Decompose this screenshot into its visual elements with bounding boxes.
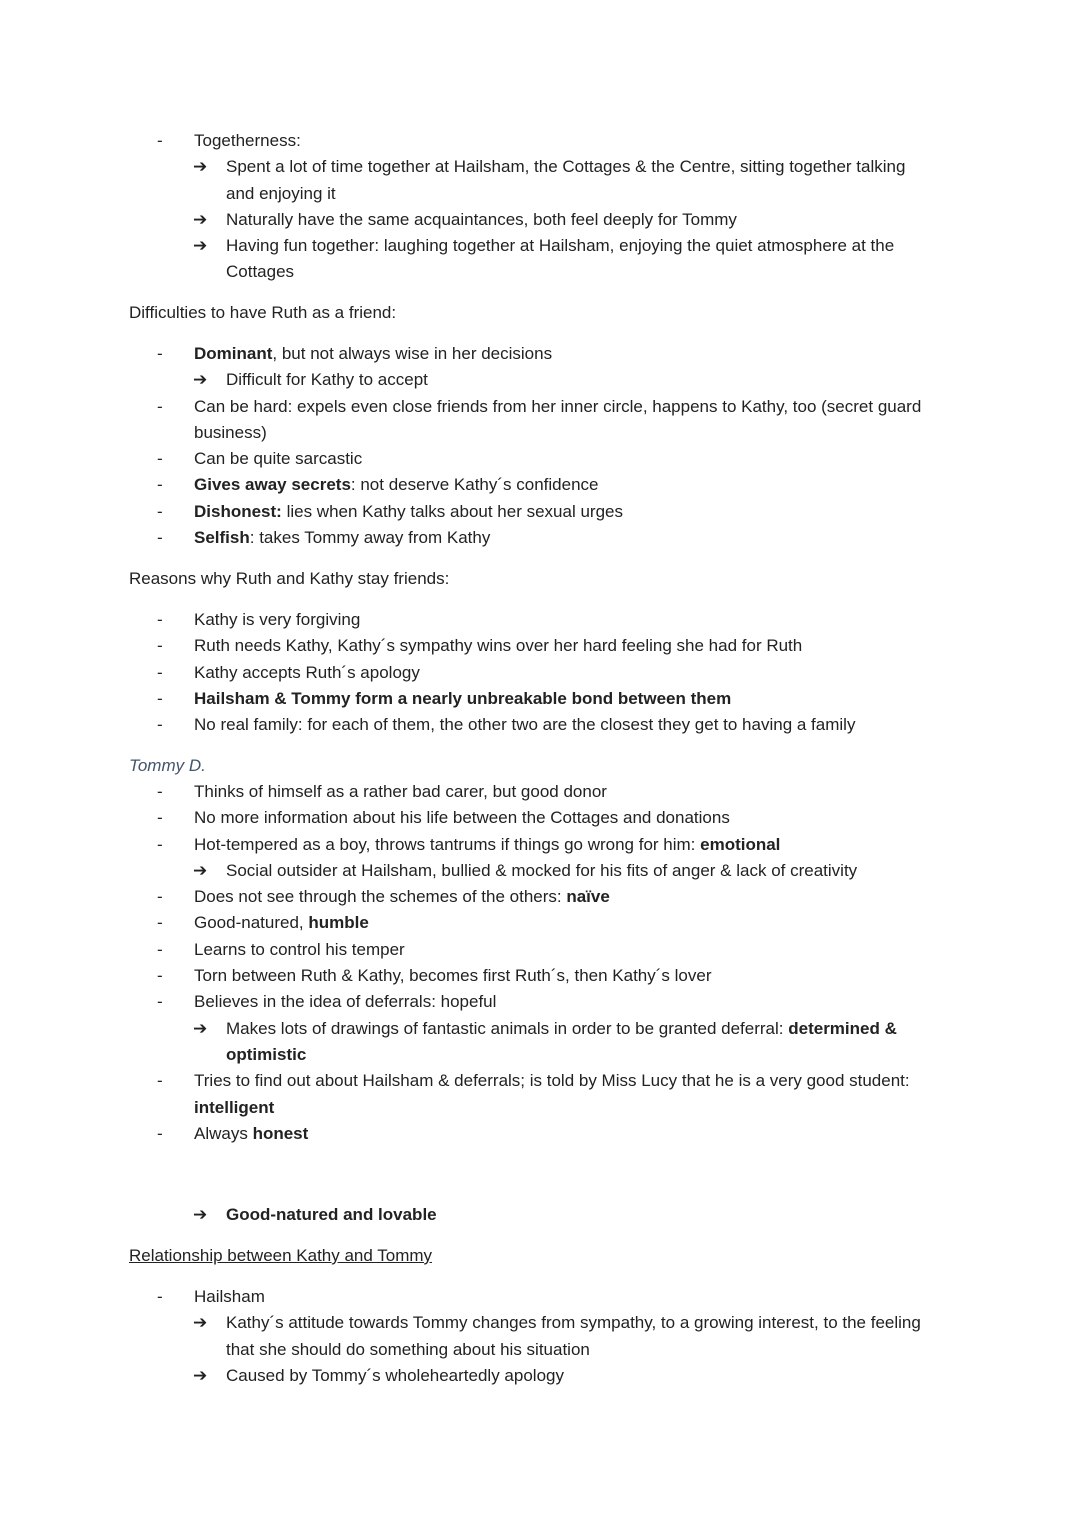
arrow-icon: ➔ bbox=[193, 860, 208, 880]
keyword: determined & optimistic bbox=[226, 1018, 897, 1064]
arrow-text: Having fun together: laughing together at Hailsham, enjoying the quiet atmosphere at the Cottages bbox=[226, 236, 895, 282]
arrow-text: Difficult for Kathy to accept bbox=[226, 370, 428, 390]
item-text: Does not see through the schemes of the others: bbox=[194, 887, 567, 907]
item-text: Always bbox=[194, 1123, 253, 1143]
list-item bbox=[0, 1121, 1080, 1147]
arrow-icon: ➔ bbox=[193, 1313, 208, 1333]
list-item bbox=[0, 712, 1080, 738]
list-item bbox=[0, 937, 1080, 963]
list-item bbox=[0, 472, 1080, 498]
keyword: emotional bbox=[700, 834, 781, 854]
bullet-dash: - bbox=[157, 913, 163, 933]
arrow-text: Social outsider at Hailsham, bullied & mocked for his fits of anger & lack of creativity bbox=[226, 860, 858, 880]
arrow-item bbox=[0, 1310, 1080, 1363]
bullet-dash: - bbox=[157, 475, 163, 495]
list-item bbox=[0, 607, 1080, 633]
bullet-dash: - bbox=[157, 1287, 163, 1306]
keyword: humble bbox=[308, 913, 369, 933]
bullet-dash: - bbox=[157, 887, 163, 907]
arrow-icon: ➔ bbox=[193, 370, 208, 390]
arrow-text: Naturally have the same acquaintances, both feel deeply for Tommy bbox=[226, 209, 737, 229]
arrow-icon: ➔ bbox=[193, 1018, 208, 1038]
arrow-item bbox=[0, 233, 1080, 286]
tommy-conclusion-block bbox=[0, 1202, 1080, 1228]
item-text: Can be quite sarcastic bbox=[194, 449, 363, 469]
tommy-heading-block bbox=[0, 753, 1080, 779]
bullet-dash: - bbox=[157, 610, 163, 629]
bullet-dash: - bbox=[157, 1071, 163, 1091]
arrow-item bbox=[0, 1363, 1080, 1389]
item-text: Torn between Ruth & Kathy, becomes first Ruth´s, then Kathy´s lover bbox=[194, 966, 712, 986]
item-text: Good-natured, bbox=[194, 913, 309, 933]
list-item bbox=[0, 1284, 1080, 1310]
item-text: Believes in the idea of deferrals: hopeful bbox=[194, 992, 497, 1012]
item-text: , but not always wise in her decisions bbox=[272, 344, 553, 363]
list-item bbox=[0, 633, 1080, 659]
list-item bbox=[0, 779, 1080, 805]
arrow-item bbox=[0, 1202, 1080, 1228]
arrow-item bbox=[0, 367, 1080, 393]
item-text: : not deserve Kathy´s confidence bbox=[350, 475, 599, 495]
list-item bbox=[0, 832, 1080, 858]
item-text: Ruth needs Kathy, Kathy´s sympathy wins over her hard feeling she had for Ruth bbox=[194, 636, 803, 656]
item-text: lies when Kathy talks about her sexual urges bbox=[281, 501, 623, 521]
togetherness-section bbox=[0, 128, 1080, 286]
item-text: : takes Tommy away from Kathy bbox=[249, 528, 491, 548]
list-item bbox=[0, 341, 1080, 367]
keyword: Gives away secrets bbox=[194, 475, 351, 495]
conclusion-text: Good-natured and lovable bbox=[226, 1205, 437, 1224]
item-text: No more information about his life between the Cottages and donations bbox=[194, 808, 730, 828]
arrow-text: Spent a lot of time together at Hailsham, the Cottages & the Centre, sitting together talking and enjoying it bbox=[226, 157, 906, 203]
reasons-heading-block bbox=[0, 566, 1080, 592]
bullet-dash: - bbox=[157, 808, 163, 828]
list-item bbox=[0, 1068, 1080, 1121]
bullet-dash: - bbox=[157, 966, 163, 986]
arrow-text: Makes lots of drawings of fantastic animals in order to be granted deferral: bbox=[226, 1018, 789, 1038]
list-item bbox=[0, 394, 1080, 447]
bullet-dash: - bbox=[157, 1123, 163, 1143]
list-item bbox=[0, 128, 1080, 154]
keyword: naïve bbox=[566, 887, 610, 907]
relationship-list bbox=[0, 1284, 1080, 1389]
tommy-list bbox=[0, 779, 1080, 1147]
bullet-dash: - bbox=[157, 131, 163, 150]
arrow-icon: ➔ bbox=[193, 236, 208, 256]
bullet-dash: - bbox=[157, 344, 163, 363]
togetherness-title: Togetherness: bbox=[194, 131, 301, 150]
item-text: Hot-tempered as a boy, throws tantrums if things go wrong for him: bbox=[194, 834, 701, 854]
list-item bbox=[0, 525, 1080, 551]
list-item bbox=[0, 884, 1080, 910]
list-item bbox=[0, 963, 1080, 989]
item-text: Can be hard: expels even close friends from her inner circle, happens to Kathy, too (secret guard business) bbox=[194, 396, 922, 442]
bullet-dash: - bbox=[157, 396, 163, 416]
bullet-dash: - bbox=[157, 939, 163, 959]
bullet-dash: - bbox=[157, 715, 163, 735]
relationship-heading-block bbox=[0, 1243, 1080, 1269]
list-item bbox=[0, 805, 1080, 831]
arrow-text: Caused by Tommy´s wholeheartedly apology bbox=[226, 1365, 564, 1385]
item-text: Thinks of himself as a rather bad carer, but good donor bbox=[194, 782, 607, 801]
bullet-dash: - bbox=[157, 688, 163, 708]
list-item bbox=[0, 686, 1080, 712]
keyword: intelligent bbox=[194, 1097, 275, 1117]
bullet-dash: - bbox=[157, 992, 163, 1012]
difficulties-heading-block bbox=[0, 300, 1080, 326]
item-text: Learns to control his temper bbox=[194, 939, 405, 959]
keyword: Dominant bbox=[194, 344, 273, 363]
list-item bbox=[0, 499, 1080, 525]
arrow-item bbox=[0, 1016, 1080, 1069]
arrow-icon: ➔ bbox=[193, 1365, 208, 1385]
list-item bbox=[0, 660, 1080, 686]
bullet-dash: - bbox=[157, 528, 163, 548]
arrow-icon: ➔ bbox=[193, 209, 208, 229]
bullet-dash: - bbox=[157, 449, 163, 469]
bullet-dash: - bbox=[157, 636, 163, 656]
keyword: Selfish bbox=[194, 528, 250, 548]
keyword: honest bbox=[252, 1123, 309, 1143]
character-heading: Tommy D. bbox=[129, 756, 206, 775]
difficulties-list bbox=[0, 341, 1080, 551]
list-item bbox=[0, 910, 1080, 936]
bullet-dash: - bbox=[157, 662, 163, 682]
bullet-dash: - bbox=[157, 834, 163, 854]
reasons-list bbox=[0, 607, 1080, 738]
section-heading: Relationship between Kathy and Tommy bbox=[129, 1246, 433, 1265]
keyword: Hailsham & Tommy form a nearly unbreakable bond between them bbox=[194, 688, 732, 708]
item-text: Kathy is very forgiving bbox=[194, 610, 361, 629]
arrow-icon: ➔ bbox=[193, 1205, 208, 1224]
arrow-text: Kathy´s attitude towards Tommy changes from sympathy, to a growing interest, to the feeling that she should do something about his situation bbox=[226, 1313, 921, 1359]
item-text: Kathy accepts Ruth´s apology bbox=[194, 662, 420, 682]
arrow-item bbox=[0, 207, 1080, 233]
bullet-dash: - bbox=[157, 782, 163, 801]
item-text: Tries to find out about Hailsham & deferrals; is told by Miss Lucy that he is a very good student: bbox=[194, 1071, 910, 1091]
item-text: No real family: for each of them, the other two are the closest they get to having a family bbox=[194, 715, 856, 735]
arrow-icon: ➔ bbox=[193, 157, 208, 177]
arrow-item bbox=[0, 858, 1080, 884]
section-heading: Reasons why Ruth and Kathy stay friends: bbox=[129, 569, 450, 588]
list-item bbox=[0, 446, 1080, 472]
list-item bbox=[0, 989, 1080, 1015]
section-heading: Difficulties to have Ruth as a friend: bbox=[129, 303, 397, 322]
arrow-item bbox=[0, 154, 1080, 207]
bullet-dash: - bbox=[157, 501, 163, 521]
keyword: Dishonest: bbox=[194, 501, 282, 521]
item-text: Hailsham bbox=[194, 1287, 265, 1306]
